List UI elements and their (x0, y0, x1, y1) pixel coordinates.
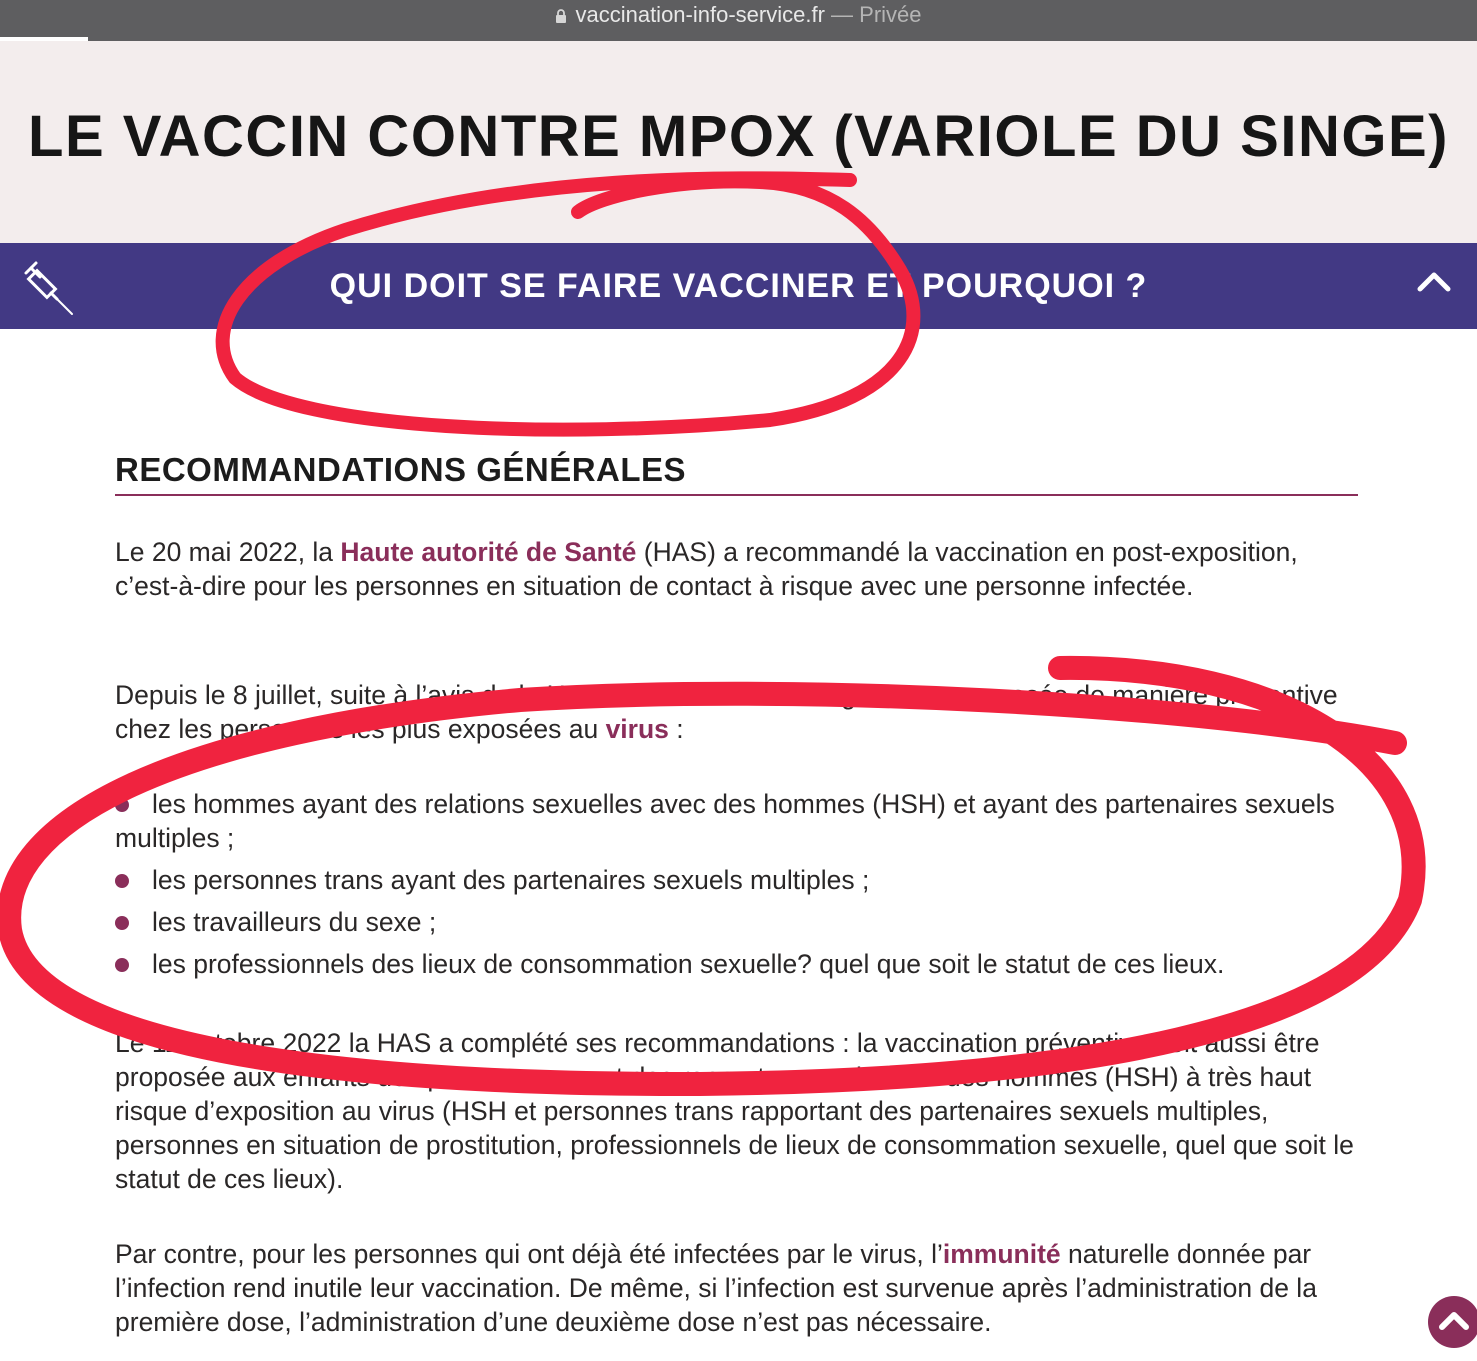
accordion-title: QUI DOIT SE FAIRE VACCINER ET POURQUOI ? (329, 267, 1148, 305)
text: Le 20 mai 2022, la (115, 537, 341, 567)
list-item: les personnes trans ayant des partenaires sexuels multiples ; (115, 863, 1345, 897)
address-bar[interactable] (0, 2, 1477, 28)
accordion-header[interactable] (0, 243, 1477, 329)
chevron-up-icon (1428, 1296, 1477, 1348)
scroll-to-top-button[interactable] (1428, 1296, 1477, 1348)
text: (HAS) a recommandé la vaccination en post-exposition, c’est-à-dire pour les personnes en situation de contact à risque avec une personne infectée. (115, 537, 1298, 601)
private-mode-label: Privée (859, 2, 922, 27)
text: naturelle donnée par l’infection rend inutile leur vaccination. De même, si l’infection est survenue après l’administration de la première dose, l’administration d’une deuxième dose n’est pas nécessaire. (115, 1239, 1317, 1337)
section-heading: RECOMMANDATIONS GÉNÉRALES (115, 450, 1358, 496)
lock-icon (555, 9, 567, 23)
list-item: les travailleurs du sexe ; (115, 905, 1345, 939)
text: : (668, 714, 684, 744)
link-immunite[interactable]: immunité (942, 1239, 1061, 1269)
paragraph-4 (115, 1237, 1355, 1339)
page-header (0, 41, 1477, 243)
text: Depuis le 8 juillet, suite à l’avis de la HAS, la vaccination est également proposée de manière préventive chez les personnes les plus exposées au (115, 680, 1338, 744)
link-has[interactable]: Haute autorité de Santé (340, 537, 637, 567)
paragraph-3: Le 11 octobre 2022 la HAS a complété ses recommandations : la vaccination préventive doit aussi être proposée aux enfants des personnes ayant des rapports sexuels avec des hommes (HSH) à très haut risque d’exposition au virus (HSH et personnes trans rapportant des partenaires sexuels multiples, personnes en situation de prostitution, professionnels de lieux de consommation sexuelle, quel que soit le statut de ces lieux). (115, 1028, 1354, 1194)
chevron-up-icon[interactable] (1416, 269, 1452, 293)
page-title: LE VACCIN CONTRE MPOX (VARIOLE DU SINGE) (28, 104, 1449, 169)
list-item: les professionnels des lieux de consommation sexuelle? quel que soit le statut de ces lieux. (115, 947, 1345, 981)
paragraph-1 (115, 535, 1345, 603)
url-text: vaccination-info-service.fr (575, 2, 825, 27)
list-item: les hommes ayant des relations sexuelles avec des hommes (HSH) et ayant des partenaires sexuels multiples ; (115, 787, 1345, 855)
text: Par contre, pour les personnes qui ont déjà été infectées par le virus, l’ (115, 1239, 943, 1269)
paragraph-2 (115, 678, 1355, 746)
bullet-list (115, 787, 1345, 989)
link-virus[interactable]: virus (605, 714, 669, 744)
browser-bar (0, 0, 1477, 41)
url-separator: — (831, 2, 854, 27)
